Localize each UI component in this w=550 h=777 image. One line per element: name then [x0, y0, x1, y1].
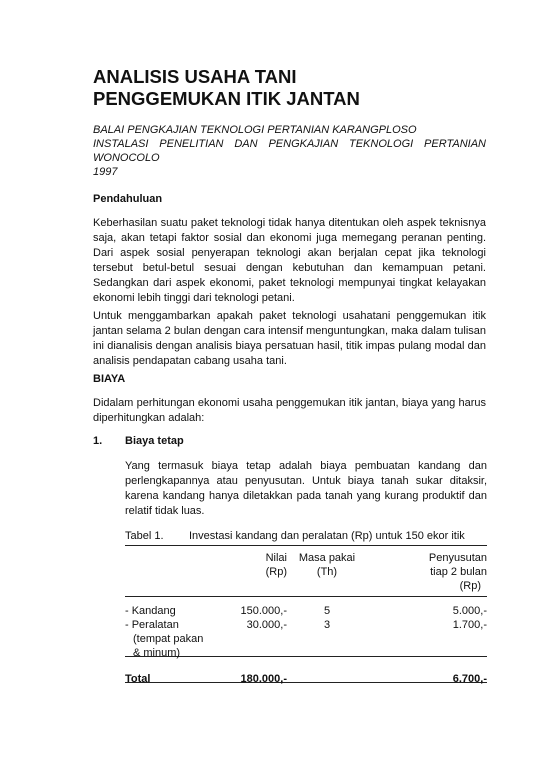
paragraph-pendahuluan-2: Untuk menggambarkan apakah paket teknologi usahatani penggemukan itik jantan selama 2 bulan dengan cara intensif menguntungkan, maka dalam tulisan ini dianalisis dengan analisis biaya persatuan hasil, titik impas pulang modal dan analisis pendapatan cabang usaha tani.: [93, 310, 486, 367]
table-row: [125, 604, 487, 618]
item-peralatan: - Peralatan: [125, 619, 179, 631]
table-row: [125, 618, 487, 660]
institution-line-2: INSTALASI PENELITIAN DAN PENGKAJIAN TEKNOLOGI PERTANIAN: [93, 138, 486, 150]
section-heading-biaya: BIAYA: [93, 373, 126, 385]
title-line-1: ANALISIS USAHA TANI: [93, 66, 297, 87]
paragraph-biaya-tetap: Yang termasuk biaya tetap adalah biaya pembuatan kandang dan perlengkapannya atau penyusutan. Untuk biaya tanah sukar ditaksir, karena kandang hanya diletakkan pada tanah yang kurang produktif dan relatif tidak luas.: [125, 460, 487, 517]
institution-line-3: WONOCOLO: [93, 152, 160, 164]
cell-susut: 5.000,-: [452, 605, 487, 617]
header-nilai-line-2: (Rp): [265, 566, 287, 578]
section-heading-pendahuluan: Pendahuluan: [93, 193, 163, 205]
document-title: [93, 66, 493, 110]
item-peralatan-note-2: & minum): [133, 647, 181, 659]
header-nilai-line-1: Nilai: [265, 552, 287, 564]
header-item: [125, 547, 231, 595]
total-masa: [287, 672, 367, 686]
title-line-2: PENGGEMUKAN ITIK JANTAN: [93, 88, 360, 109]
paragraph-pendahuluan-1: Keberhasilan suatu paket teknologi tidak hanya ditentukan oleh aspek teknisnya saja, akan tetapi faktor sosial dan ekonomi juga memegang peranan penting. Dari aspek sosial penyerapan teknologi akan berjalan cepat jika teknologi tersebut betul-betul sesuai dengan kebutuhan dan kemampuan petani. Sedangkan dari aspek ekonomi, paket teknologi mempunyai tingkat kelayakan ekonomi lebih tinggi dari teknologi petani.: [93, 217, 486, 304]
header-masa-line-1: Masa pakai: [298, 552, 356, 564]
table-top-rule: [125, 545, 487, 546]
table-total-row: [125, 672, 487, 686]
institution-block: [93, 123, 486, 179]
item-peralatan-note-1: (tempat pakan: [133, 633, 204, 645]
cell-nilai: 30.000,-: [246, 619, 287, 631]
header-penyusutan: [367, 547, 487, 595]
table-caption: [125, 529, 465, 543]
table-header-row: [125, 547, 487, 595]
cell-susut: 1.700,-: [452, 619, 487, 631]
header-masa-line-2: (Th): [316, 566, 338, 578]
cell-item: [125, 604, 231, 618]
institution-line-1: BALAI PENGKAJIAN TEKNOLOGI PERTANIAN KARANGPLOSO: [93, 124, 417, 136]
header-masa-pakai: [287, 547, 367, 595]
header-susut-line-1: Penyusutan: [428, 552, 487, 564]
total-susut: 6.700,-: [452, 673, 487, 685]
table-caption-text: Investasi kandang dan peralatan (Rp) untuk 150 ekor itik: [189, 530, 465, 542]
section-number-biaya-tetap: 1.: [93, 435, 103, 447]
header-nilai: [231, 547, 287, 595]
section-heading-biaya-tetap: Biaya tetap: [125, 435, 184, 447]
investment-table: [125, 547, 487, 686]
header-susut-line-2: tiap 2 bulan: [430, 566, 487, 578]
year: 1997: [93, 166, 118, 178]
total-nilai: 180.000,-: [240, 673, 287, 685]
header-susut-line-3: (Rp): [459, 580, 481, 592]
cell-masa: 5: [323, 605, 331, 617]
paragraph-biaya: Didalam perhitungan ekonomi usaha penggemukan itik jantan, biaya yang harus diperhitungkan adalah:: [93, 397, 486, 424]
cell-item: [125, 618, 231, 660]
total-label: Total: [125, 673, 151, 685]
item-kandang: - Kandang: [125, 605, 176, 617]
cell-masa: 3: [323, 619, 331, 631]
cell-nilai: 150.000,-: [240, 605, 287, 617]
table-caption-label: Tabel 1.: [125, 530, 164, 542]
